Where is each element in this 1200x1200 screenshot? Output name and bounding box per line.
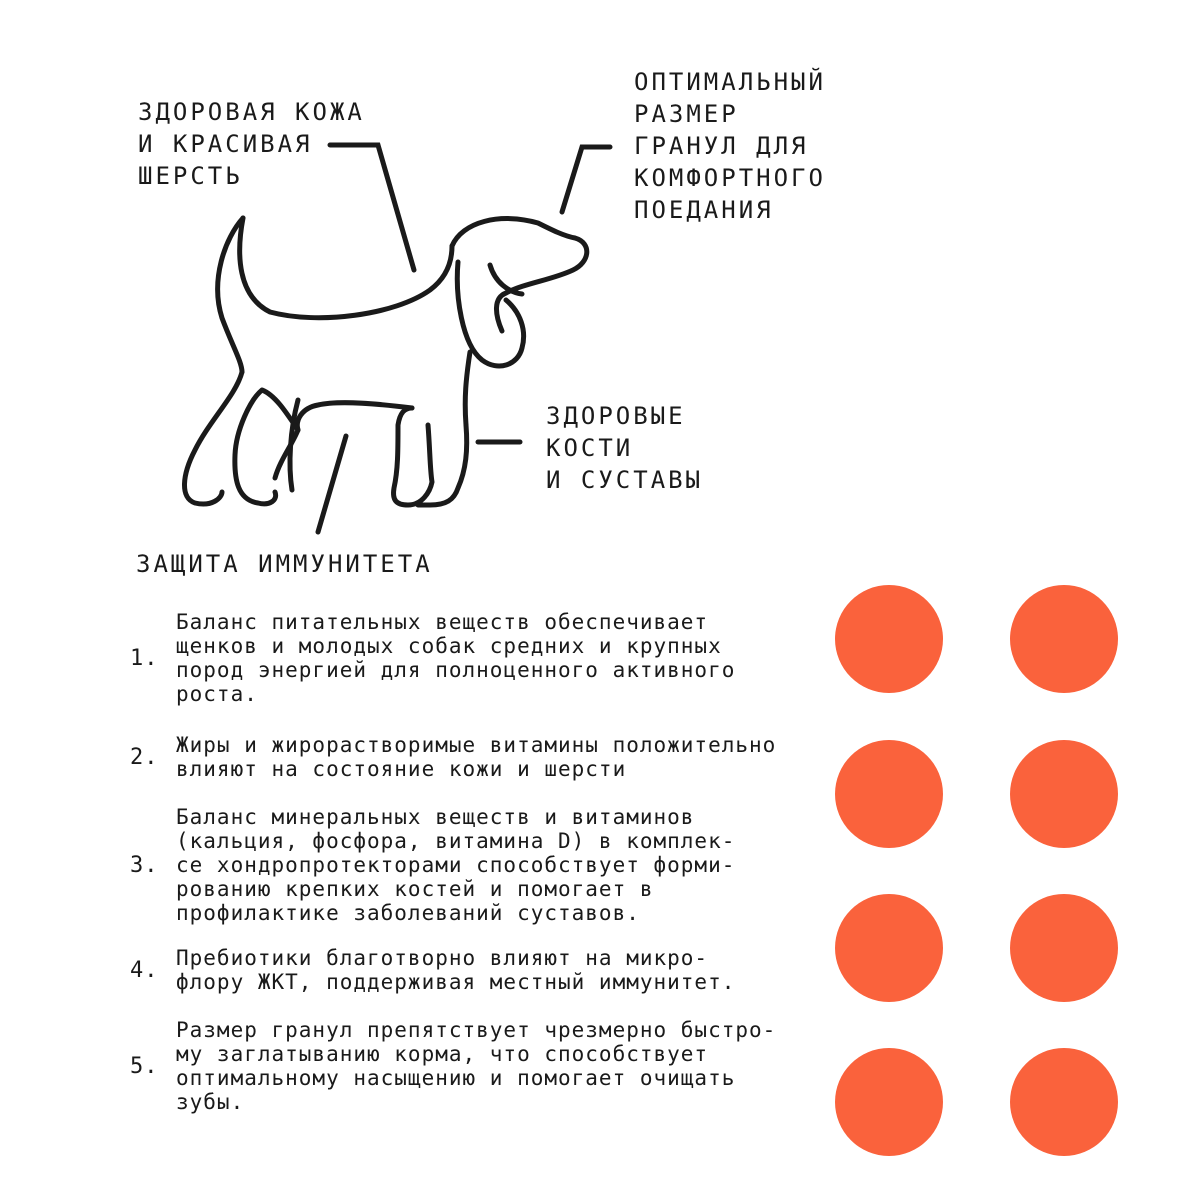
- list-item-line: Пребиотики благотворно влияют на микро-: [176, 946, 709, 970]
- label-skin-line-1: ЗДОРОВАЯ КОЖА: [138, 98, 365, 126]
- decorative-dot: [835, 1048, 943, 1156]
- list-item-number: 1.: [130, 645, 159, 671]
- label-skin-line-2: И КРАСИВАЯ: [138, 130, 313, 158]
- list-item-line: зубы.: [176, 1090, 245, 1114]
- label-granules-line-2: РАЗМЕР: [634, 100, 739, 128]
- decorative-dot: [1010, 740, 1118, 848]
- decorative-dot: [835, 740, 943, 848]
- list-item-line: (кальция, фосфора, витамина D) в комплек-: [176, 829, 736, 853]
- decorative-dot: [1010, 1048, 1118, 1156]
- dog-back-leg-inner-2: [275, 430, 298, 478]
- pointer-granules: [562, 147, 610, 212]
- label-immunity-line-1: ЗАЩИТА ИММУНИТЕТА: [136, 550, 433, 578]
- label-granules-line-1: ОПТИМАЛЬНЫЙ: [634, 68, 826, 96]
- list-item-text: [176, 946, 735, 994]
- decorative-dot: [1010, 894, 1118, 1002]
- list-item-line: Размер гранул препятствует чрезмерно быстро-: [176, 1018, 777, 1042]
- dog-belly: [297, 403, 412, 430]
- label-granules-line-4: КОМФОРТНОГО: [634, 164, 826, 192]
- list-item-2: [130, 733, 820, 781]
- label-granules-line-5: ПОЕДАНИЯ: [634, 196, 774, 224]
- list-item-line: Жиры и жирорастворимые витамины положительно: [176, 733, 777, 757]
- label-bones-line-3: И СУСТАВЫ: [546, 466, 704, 494]
- label-skin: [138, 96, 365, 192]
- list-item-number: 5.: [130, 1053, 159, 1079]
- pointer-immunity: [318, 436, 346, 532]
- list-item-text: [176, 610, 735, 706]
- list-item-line: Баланс минеральных веществ и витаминов: [176, 805, 695, 829]
- list-item-number: 4.: [130, 957, 159, 983]
- list-item-number: 2.: [130, 744, 159, 770]
- dog-back-leg: [184, 372, 242, 504]
- list-item-line: флору ЖКТ, поддерживая местный иммунитет.: [176, 970, 736, 994]
- decorative-dot: [835, 894, 943, 1002]
- list-item-4: [130, 946, 820, 994]
- list-item-line: му заглатыванию корма, что способствует: [176, 1042, 709, 1066]
- dog-ear: [457, 262, 523, 366]
- dog-back: [240, 218, 452, 318]
- label-skin-line-3: ШЕРСТЬ: [138, 162, 243, 190]
- list-item-line: се хондропротекторами способствует форми-: [176, 853, 736, 877]
- list-item-line: влияют на состояние кожи и шерсти: [176, 757, 627, 781]
- label-granules: [634, 66, 826, 226]
- label-bones-line-2: КОСТИ: [546, 434, 634, 462]
- decorative-dot: [1010, 585, 1118, 693]
- dog-front-leg-back: [290, 400, 298, 490]
- list-item-line: щенков и молодых собак средних и крупных: [176, 634, 722, 658]
- list-item-number: 3.: [130, 852, 159, 878]
- dog-chest: [465, 352, 470, 425]
- dog-front-leg-inner: [394, 408, 432, 505]
- list-item-line: роста.: [176, 682, 258, 706]
- list-item-line: оптимальному насыщению и помогает очищать: [176, 1066, 736, 1090]
- list-item-line: рованию крепких костей и помогает в: [176, 877, 654, 901]
- list-item-line: профилактике заболеваний суставов.: [176, 901, 640, 925]
- list-item-line: Баланс питательных веществ обеспечивает: [176, 610, 709, 634]
- list-item-5: [130, 1018, 820, 1114]
- list-item-line: пород энергией для полноценного активного: [176, 658, 736, 682]
- list-item-1: [130, 610, 820, 706]
- decorative-dot: [835, 585, 943, 693]
- list-item-text: [176, 733, 776, 781]
- list-item-text: [176, 805, 735, 925]
- label-immunity: [136, 548, 433, 580]
- list-item-3: [130, 805, 820, 925]
- label-bones-line-1: ЗДОРОВЫЕ: [546, 402, 686, 430]
- list-item-text: [176, 1018, 776, 1114]
- label-granules-line-3: ГРАНУЛ ДЛЯ: [634, 132, 809, 160]
- label-bones: [546, 400, 703, 496]
